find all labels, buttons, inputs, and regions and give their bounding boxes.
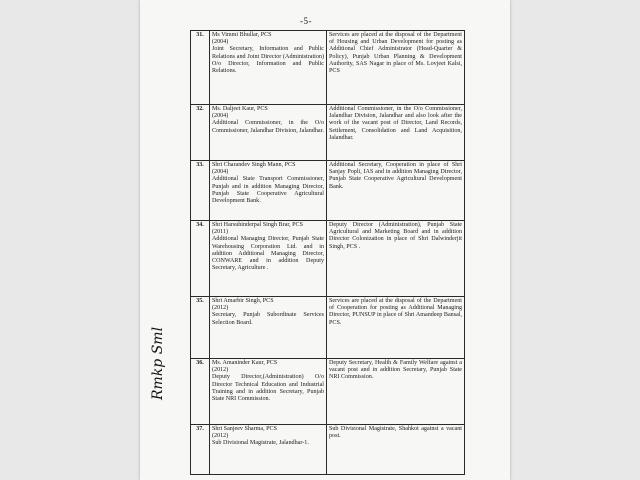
officer-name: Ms. Daljeet Kaur, PCS: [212, 106, 268, 112]
officer-batch-year: (2004): [212, 113, 229, 120]
officer-name: Shri Charandev Singh Mann, PCS: [212, 162, 296, 168]
officer-name: Ms Vimmi Bhullar, PCS: [212, 32, 272, 38]
table-row: [191, 359, 465, 425]
new-posting-cell: Services are placed at the disposal of the Department of Housing and Urban Development for posting as Additional Chief Administrator (Head-Quarter & Policy), Punjab Urban Planning & Development Authority, SAS Nagar in place of Ms. Lovjeet Kalsi, PCS: [327, 31, 465, 105]
new-posting-cell: Services are placed at the disposal of the Department of Cooperation for posting as Additional Managing Director, PUNSUP in place of Shri Amandeep Bansal, PCS.: [327, 297, 465, 359]
page-number: -5-: [300, 16, 312, 26]
officer-name: Shri Amarbir Singh, PCS: [212, 298, 274, 304]
serial-number: 36.: [191, 359, 210, 425]
new-posting-cell: Additional Secretary, Cooperation in place of Shri Sanjay Popli, IAS and in addition Managing Director, Punjab State Cooperative Agricultural Development Bank.: [327, 161, 465, 221]
new-posting-cell: Deputy Director (Administration), Punjab State Agricultural and Marketing Board and in addition Director Colonization in place of Shri Dalwinderjit Singh, PCS .: [327, 221, 465, 297]
officer-batch-year: (2004): [212, 169, 229, 176]
table-row: [191, 161, 465, 221]
officer-details-cell: [210, 161, 327, 221]
officer-name: Shri Harsuhinderpal Singh Brar, PCS: [212, 222, 303, 228]
officer-current-post: Additional Managing Director, Punjab State Warehousing Corporation Ltd. and in addition Additional Managing Director, CONWARE and in addition Deputy Secretary, Agriculture .: [212, 236, 324, 272]
officer-batch-year: (2012): [212, 367, 229, 374]
officer-current-post: Deputy Director,(Administration) O/o Director Technical Education and Industrial Training and in addition Secretary, Punjab State NRI Commission.: [212, 374, 324, 402]
officer-current-post: Secretary, Punjab Subordinate Services Selection Board.: [212, 312, 324, 326]
officer-name: Shri Sanjeev Sharma, PCS: [212, 426, 277, 432]
officer-batch-year: (2011): [212, 229, 229, 236]
table-row: [191, 105, 465, 161]
officer-name: Ms. Amaninder Kaur, PCS: [212, 360, 278, 366]
signature-text: Rmkp Sml: [150, 326, 166, 400]
officer-details-cell: [210, 359, 327, 425]
officer-details-cell: [210, 297, 327, 359]
serial-number: 33.: [191, 161, 210, 221]
new-posting-cell: Additional Commissioner, in the O/o Commissioner, Jalandhar Division, Jalandhar and also look after the work of the vacant post of Director, Land Records, Settlement, Consolidation and Land Acquisition, Jalandhar.: [327, 105, 465, 161]
officer-current-post: Joint Secretary, Information and Public Relations and Joint Director (Administration) O/o Director, Information and Public Relations.: [212, 46, 324, 74]
posting-orders-table: [190, 30, 465, 475]
serial-number: 34.: [191, 221, 210, 297]
officer-current-post: Additional Commissioner, in the O/o Commissioner, Jalandhar Division, Jalandhar.: [212, 120, 324, 134]
officer-batch-year: (2012): [212, 433, 229, 440]
table-row: [191, 297, 465, 359]
officer-details-cell: [210, 425, 327, 475]
officer-batch-year: (2012): [212, 305, 229, 312]
serial-number: 35.: [191, 297, 210, 359]
table-row: [191, 425, 465, 475]
new-posting-cell: Sub Divisional Magistrate, Shahkot against a vacant post.: [327, 425, 465, 475]
officer-batch-year: (2004): [212, 39, 229, 46]
officer-details-cell: [210, 221, 327, 297]
serial-number: 37.: [191, 425, 210, 475]
handwritten-signature: [150, 326, 176, 400]
officer-details-cell: [210, 105, 327, 161]
serial-number: 32.: [191, 105, 210, 161]
officer-current-post: Sub Divisional Magistrate, Jalandhar-1.: [212, 440, 309, 447]
officer-details-cell: [210, 31, 327, 105]
table-row: [191, 31, 465, 105]
new-posting-cell: Deputy Secretary, Health & Family Welfare against a vacant post and in addition Secretary, Punjab State NRI Commission.: [327, 359, 465, 425]
officer-current-post: Additional State Transport Commissioner, Punjab and in addition Managing Director, Punjab State Cooperative Agricultural Development Bank.: [212, 176, 324, 204]
table-row: [191, 221, 465, 297]
serial-number: 31.: [191, 31, 210, 105]
